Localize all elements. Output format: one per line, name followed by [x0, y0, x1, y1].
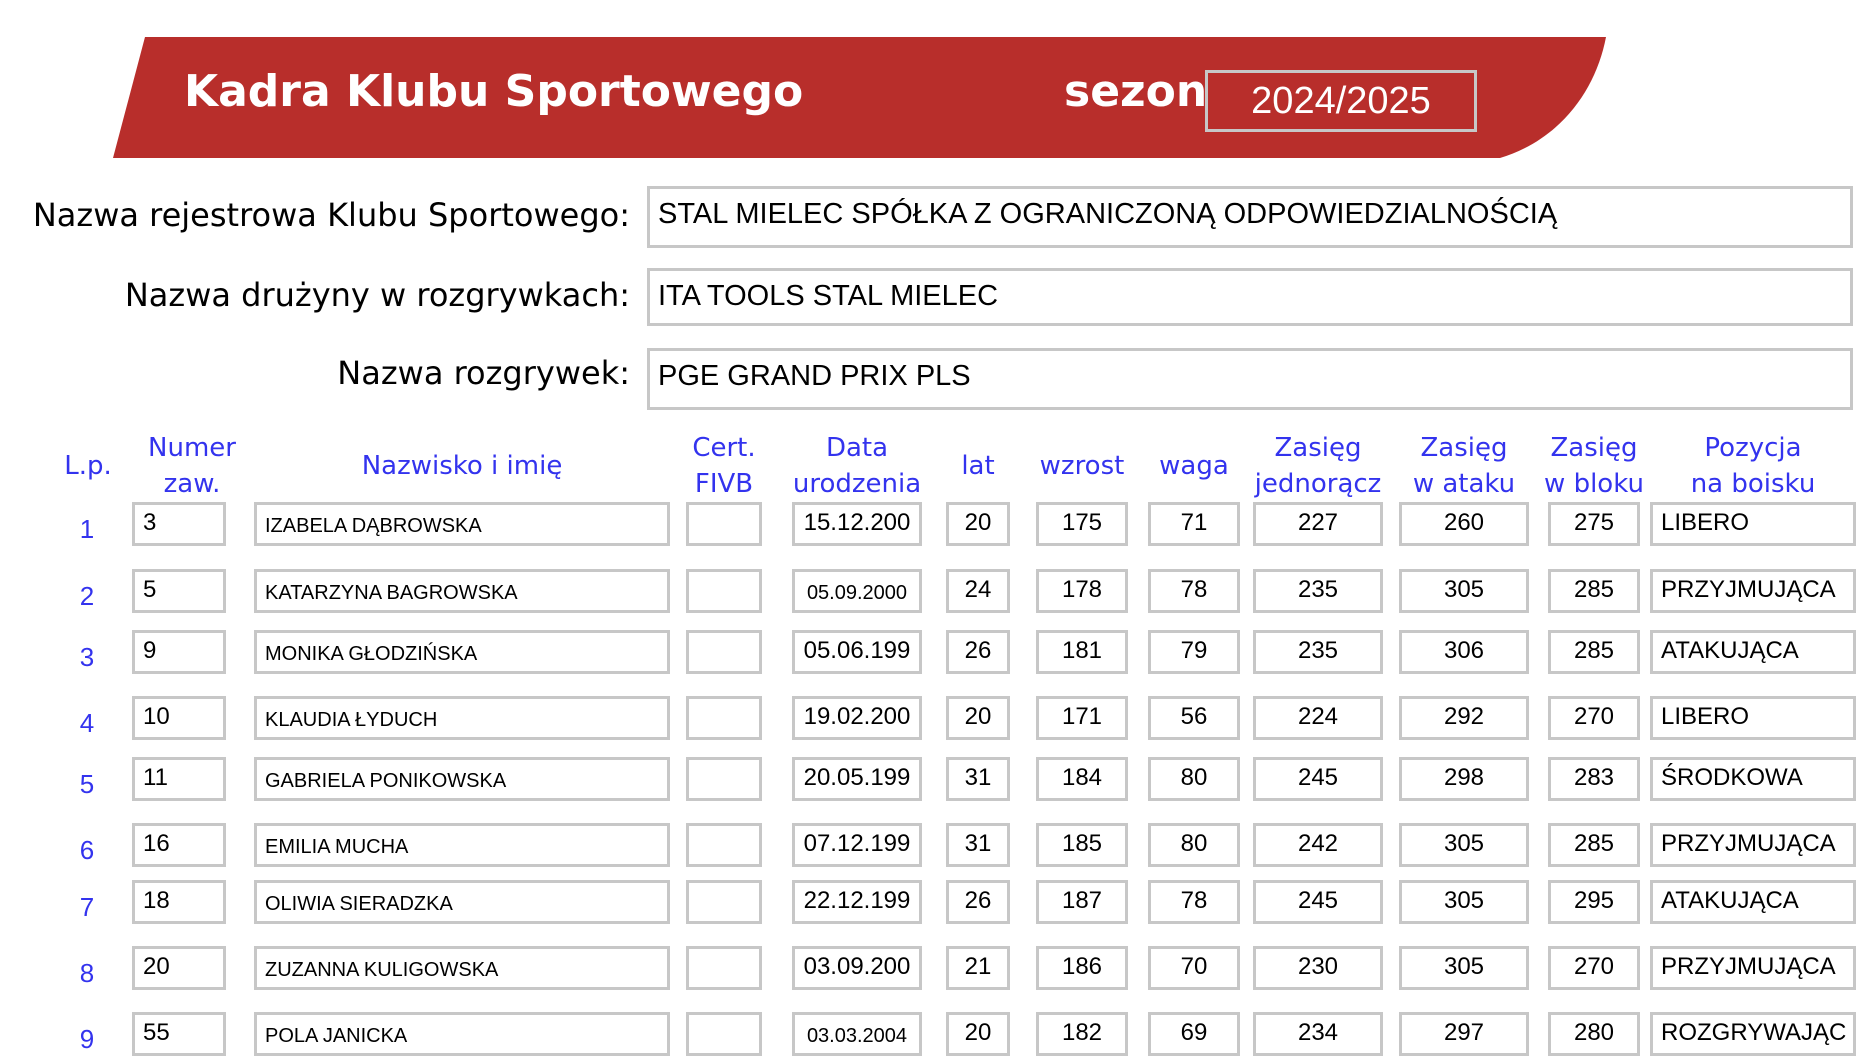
player-name-field[interactable]: MONIKA GŁODZIŃSKA — [254, 630, 670, 674]
row-lp: 5 — [79, 769, 95, 799]
jersey-number-field[interactable]: 10 — [132, 696, 226, 740]
position-field[interactable]: LIBERO — [1650, 696, 1856, 740]
reach-block-field[interactable]: 285 — [1548, 569, 1640, 613]
age-field[interactable]: 26 — [946, 880, 1010, 924]
col-reach-block-header-line2: w bloku — [1544, 469, 1644, 499]
table-row — [0, 946, 1870, 994]
col-reach-attack-header — [1394, 430, 1534, 502]
reach-block-field[interactable]: 275 — [1548, 502, 1640, 546]
jersey-number-field[interactable]: 16 — [132, 823, 226, 867]
weight-field[interactable]: 71 — [1148, 502, 1240, 546]
reach-block-field[interactable]: 295 — [1548, 880, 1640, 924]
season-label: sezon — [1064, 66, 1208, 117]
reach-attack-field[interactable]: 298 — [1399, 757, 1529, 801]
age-field[interactable]: 20 — [946, 502, 1010, 546]
age-field[interactable]: 20 — [946, 1012, 1010, 1056]
table-row — [0, 569, 1870, 617]
position-field[interactable]: ATAKUJĄCA — [1650, 880, 1856, 924]
registered-name-field[interactable]: STAL MIELEC SPÓŁKA Z OGRANICZONĄ ODPOWIEDZIALNOŚCIĄ — [647, 186, 1853, 248]
age-field[interactable]: 20 — [946, 696, 1010, 740]
reach-onehand-field[interactable]: 224 — [1253, 696, 1383, 740]
col-number-header-line1: Numer — [148, 433, 236, 463]
row-lp: 7 — [79, 892, 95, 922]
reach-onehand-field[interactable]: 235 — [1253, 569, 1383, 613]
col-number-header — [130, 430, 254, 502]
row-lp: 6 — [79, 835, 95, 865]
position-field[interactable]: PRZYJMUJĄCA — [1650, 569, 1856, 613]
player-name-field[interactable]: KLAUDIA ŁYDUCH — [254, 696, 670, 740]
col-weight-header: waga — [1159, 451, 1229, 481]
col-number-header-line2: zaw. — [163, 469, 221, 499]
fivb-cert-field[interactable] — [686, 630, 762, 674]
competition-field[interactable]: PGE GRAND PRIX PLS — [647, 348, 1853, 410]
jersey-number-field[interactable]: 20 — [132, 946, 226, 990]
table-row — [0, 1012, 1870, 1060]
age-field[interactable]: 21 — [946, 946, 1010, 990]
row-lp: 9 — [79, 1024, 95, 1054]
weight-field[interactable]: 79 — [1148, 630, 1240, 674]
col-reach-attack-header-line1: Zasięg — [1420, 433, 1508, 463]
birth-date-field[interactable]: 15.12.200 — [792, 502, 922, 546]
registered-name-label: Nazwa rejestrowa Klubu Sportowego: — [32, 196, 630, 234]
fivb-cert-field[interactable] — [686, 946, 762, 990]
season-field[interactable]: 2024/2025 — [1205, 70, 1477, 132]
row-lp: 8 — [79, 958, 95, 988]
reach-attack-field[interactable]: 260 — [1399, 502, 1529, 546]
position-field[interactable]: LIBERO — [1650, 502, 1856, 546]
height-field[interactable]: 187 — [1036, 880, 1128, 924]
height-field[interactable]: 178 — [1036, 569, 1128, 613]
jersey-number-field[interactable]: 5 — [132, 569, 226, 613]
col-position-header — [1650, 430, 1856, 502]
weight-field[interactable]: 78 — [1148, 569, 1240, 613]
reach-block-field[interactable]: 280 — [1548, 1012, 1640, 1056]
birth-date-field[interactable]: 07.12.199 — [792, 823, 922, 867]
reach-block-field[interactable]: 270 — [1548, 696, 1640, 740]
reach-onehand-field[interactable]: 230 — [1253, 946, 1383, 990]
reach-attack-field[interactable]: 305 — [1399, 823, 1529, 867]
position-field[interactable]: PRZYJMUJĄCA — [1650, 823, 1856, 867]
reach-onehand-field[interactable]: 242 — [1253, 823, 1383, 867]
table-row — [0, 696, 1870, 744]
reach-attack-field[interactable]: 297 — [1399, 1012, 1529, 1056]
jersey-number-field[interactable]: 11 — [132, 757, 226, 801]
col-position-header-line1: Pozycja — [1704, 433, 1802, 463]
age-field[interactable]: 26 — [946, 630, 1010, 674]
col-reach-onehand-header — [1240, 430, 1396, 502]
col-cert-header — [676, 430, 772, 502]
player-name-field[interactable]: OLIWIA SIERADZKA — [254, 880, 670, 924]
reach-attack-field[interactable]: 305 — [1399, 569, 1529, 613]
birth-date-field[interactable]: 19.02.200 — [792, 696, 922, 740]
weight-field[interactable]: 70 — [1148, 946, 1240, 990]
birth-date-field[interactable]: 03.03.2004 — [792, 1012, 922, 1056]
reach-onehand-field[interactable]: 245 — [1253, 880, 1383, 924]
age-field[interactable]: 31 — [946, 823, 1010, 867]
col-height-header: wzrost — [1039, 451, 1125, 481]
reach-onehand-field[interactable]: 245 — [1253, 757, 1383, 801]
reach-block-field[interactable]: 283 — [1548, 757, 1640, 801]
birth-date-field[interactable]: 05.06.199 — [792, 630, 922, 674]
player-name-field[interactable]: IZABELA DĄBROWSKA — [254, 502, 670, 546]
height-field[interactable]: 171 — [1036, 696, 1128, 740]
player-name-field[interactable]: KATARZYNA BAGROWSKA — [254, 569, 670, 613]
table-row — [0, 757, 1870, 805]
col-reach-block-header-line1: Zasięg — [1550, 433, 1638, 463]
team-name-label: Nazwa drużyny w rozgrywkach: — [124, 276, 630, 314]
col-dob-header-line2: urodzenia — [792, 469, 922, 499]
fivb-cert-field[interactable] — [686, 502, 762, 546]
team-name-field[interactable]: ITA TOOLS STAL MIELEC — [647, 268, 1853, 326]
position-field[interactable]: PRZYJMUJĄCA — [1650, 946, 1856, 990]
player-name-field[interactable]: ZUZANNA KULIGOWSKA — [254, 946, 670, 990]
table-row — [0, 502, 1870, 550]
col-dob-header — [782, 430, 932, 502]
height-field[interactable]: 181 — [1036, 630, 1128, 674]
fivb-cert-field[interactable] — [686, 1012, 762, 1056]
reach-block-field[interactable]: 270 — [1548, 946, 1640, 990]
header-banner — [0, 0, 1870, 170]
position-field[interactable]: ROZGRYWAJĄC — [1650, 1012, 1856, 1056]
reach-attack-field[interactable]: 292 — [1399, 696, 1529, 740]
weight-field[interactable]: 69 — [1148, 1012, 1240, 1056]
col-position-header-line2: na boisku — [1690, 469, 1816, 499]
col-reach-onehand-header-line2: jednorącz — [1254, 469, 1382, 499]
competition-label: Nazwa rozgrywek: — [337, 354, 630, 392]
fivb-cert-field[interactable] — [686, 569, 762, 613]
col-reach-onehand-header-line1: Zasięg — [1274, 433, 1362, 463]
height-field[interactable]: 186 — [1036, 946, 1128, 990]
fivb-cert-field[interactable] — [686, 696, 762, 740]
row-lp: 1 — [79, 514, 95, 544]
row-lp: 2 — [79, 581, 95, 611]
col-reach-attack-header-line2: w ataku — [1412, 469, 1516, 499]
col-dob-header-line1: Data — [825, 433, 889, 463]
table-row — [0, 880, 1870, 928]
col-age-header: lat — [961, 451, 995, 481]
birth-date-field[interactable]: 22.12.199 — [792, 880, 922, 924]
height-field[interactable]: 184 — [1036, 757, 1128, 801]
reach-attack-field[interactable]: 306 — [1399, 630, 1529, 674]
age-field[interactable]: 31 — [946, 757, 1010, 801]
reach-onehand-field[interactable]: 227 — [1253, 502, 1383, 546]
height-field[interactable]: 175 — [1036, 502, 1128, 546]
player-name-field[interactable]: EMILIA MUCHA — [254, 823, 670, 867]
player-name-field[interactable]: GABRIELA PONIKOWSKA — [254, 757, 670, 801]
fivb-cert-field[interactable] — [686, 880, 762, 924]
player-name-field[interactable]: POLA JANICKA — [254, 1012, 670, 1056]
table-row — [0, 823, 1870, 871]
position-field[interactable]: ATAKUJĄCA — [1650, 630, 1856, 674]
col-lp-header: L.p. — [64, 451, 112, 481]
position-field[interactable]: ŚRODKOWA — [1650, 757, 1856, 801]
reach-attack-field[interactable]: 305 — [1399, 880, 1529, 924]
age-field[interactable]: 24 — [946, 569, 1010, 613]
page-title: Kadra Klubu Sportowego — [184, 66, 804, 117]
jersey-number-field[interactable]: 18 — [132, 880, 226, 924]
height-field[interactable]: 185 — [1036, 823, 1128, 867]
reach-onehand-field[interactable]: 235 — [1253, 630, 1383, 674]
birth-date-field[interactable]: 03.09.200 — [792, 946, 922, 990]
reach-onehand-field[interactable]: 234 — [1253, 1012, 1383, 1056]
col-name-header: Nazwisko i imię — [361, 451, 563, 481]
col-cert-header-line2: FIVB — [694, 469, 754, 499]
row-lp: 3 — [79, 642, 95, 672]
fivb-cert-field[interactable] — [686, 823, 762, 867]
col-reach-block-header — [1530, 430, 1658, 502]
weight-field[interactable]: 80 — [1148, 823, 1240, 867]
weight-field[interactable]: 80 — [1148, 757, 1240, 801]
jersey-number-field[interactable]: 3 — [132, 502, 226, 546]
table-row — [0, 630, 1870, 678]
jersey-number-field[interactable]: 9 — [132, 630, 226, 674]
row-lp: 4 — [79, 708, 95, 738]
birth-date-field[interactable]: 05.09.2000 — [792, 569, 922, 613]
weight-field[interactable]: 56 — [1148, 696, 1240, 740]
birth-date-field[interactable]: 20.05.199 — [792, 757, 922, 801]
reach-attack-field[interactable]: 305 — [1399, 946, 1529, 990]
weight-field[interactable]: 78 — [1148, 880, 1240, 924]
reach-block-field[interactable]: 285 — [1548, 823, 1640, 867]
col-cert-header-line1: Cert. — [692, 433, 756, 463]
reach-block-field[interactable]: 285 — [1548, 630, 1640, 674]
fivb-cert-field[interactable] — [686, 757, 762, 801]
jersey-number-field[interactable]: 55 — [132, 1012, 226, 1056]
height-field[interactable]: 182 — [1036, 1012, 1128, 1056]
